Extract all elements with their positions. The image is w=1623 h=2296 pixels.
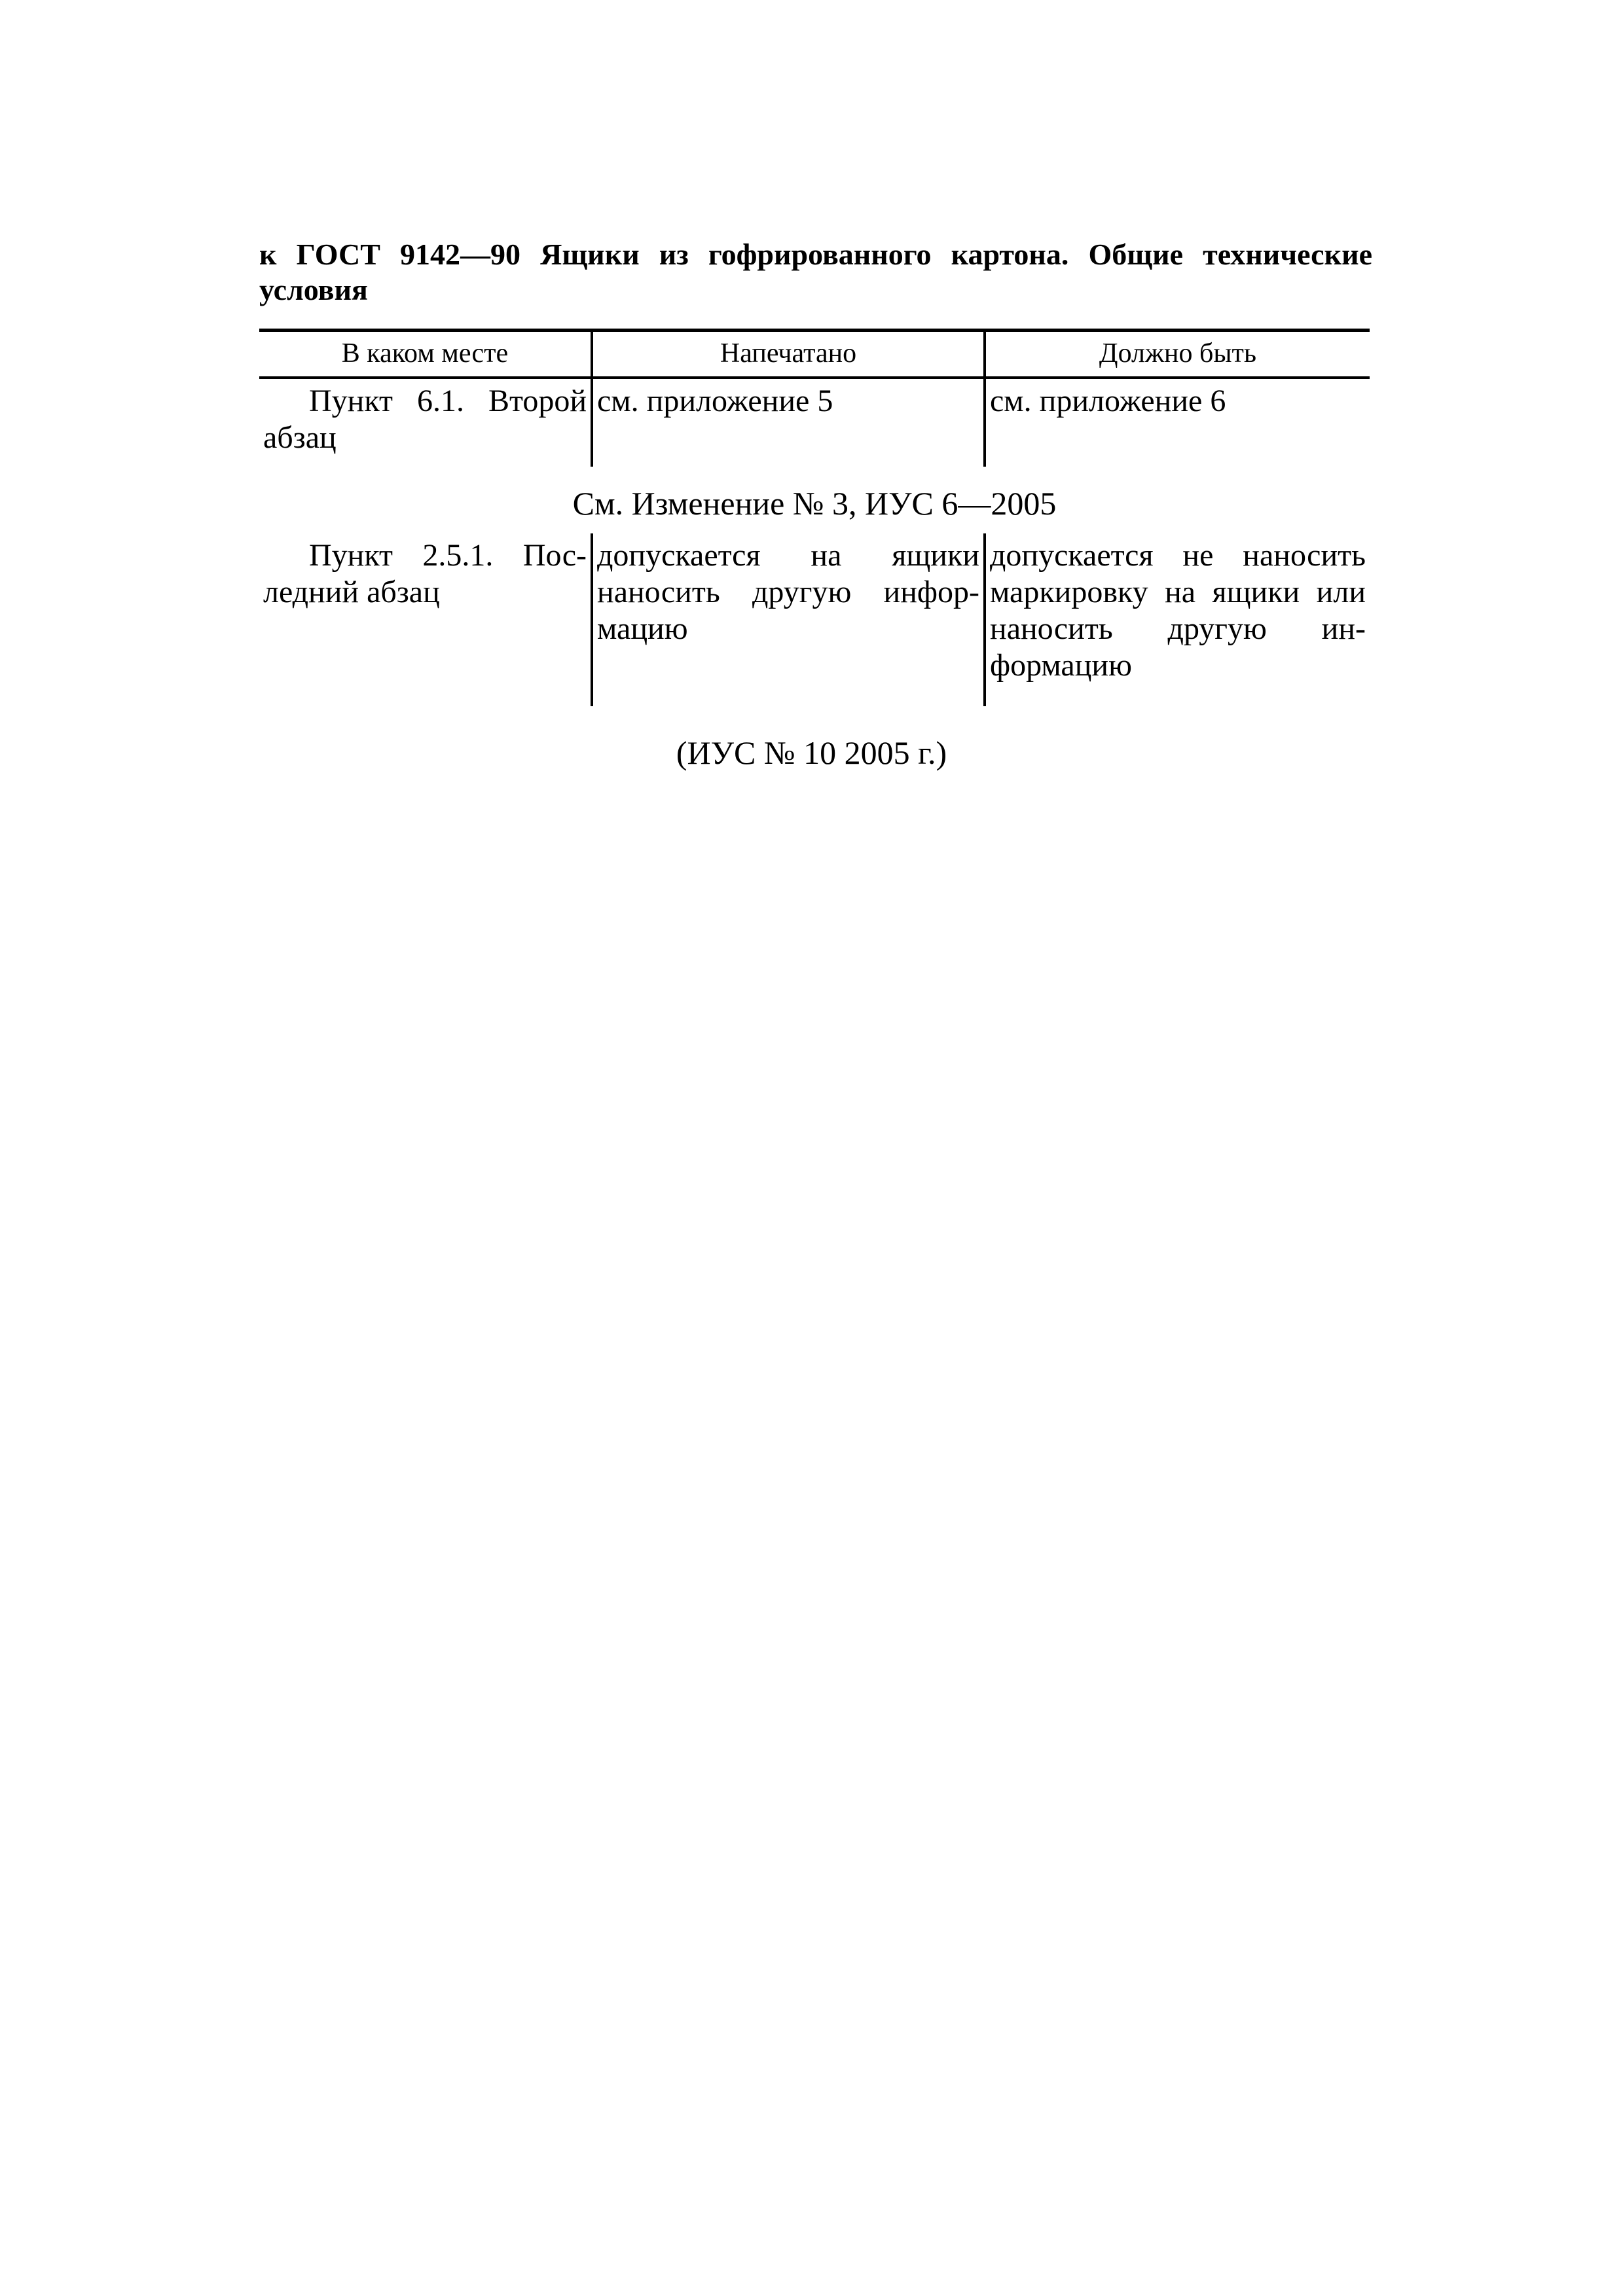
amendment-note: См. Изменение № 3, ИУС 6—2005 [572,485,1057,522]
cell-place: Пункт 2.5.1. Последний абзац [263,538,587,609]
cell-should-be: допускается не наносить маркировку на ящики или наносить другую информацию [985,533,1370,706]
column-header-should-be: Должно быть [985,331,1370,378]
cell-place: Пункт 6.1. Второй абзац [263,384,587,455]
document-heading: к ГОСТ 9142—90 Ящики из гофрированного картона. Общие технические условия [259,238,1372,306]
table-row [259,533,1370,706]
corrections-table [259,329,1370,706]
amendment-note-row [259,467,1370,533]
source-reference: (ИУС № 10 2005 г.) [676,734,947,771]
cell-should-be: см. приложение 6 [985,378,1370,467]
cell-printed: см. приложение 5 [592,378,985,467]
column-header-place: В каком месте [259,331,592,378]
cell-printed: допускается на ящики наносить другую информацию [592,533,985,706]
column-header-printed: Напечатано [592,331,985,378]
table-row [259,378,1370,467]
corrections-table-block [259,329,1370,706]
table-header-row [259,331,1370,378]
